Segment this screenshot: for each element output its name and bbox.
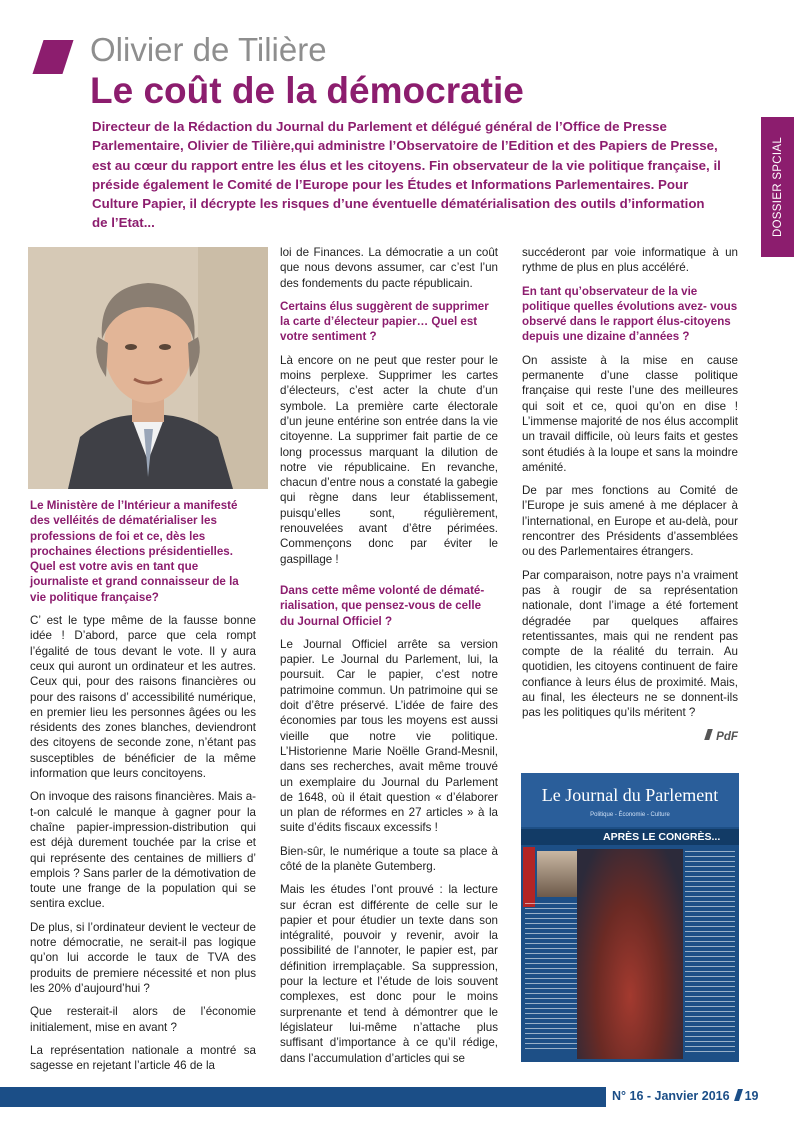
interview-question: En tant qu’observateur de la vie politique quelles évolutions avez- vous observé dans le rapport élus-citoyens depuis une dizaine d’années ? [522, 284, 738, 344]
paragraph: succéderont par voie informatique à un rythme de plus en plus accéléré. [522, 246, 738, 275]
section-tab [761, 117, 794, 257]
paragraph: C’ est le type même de la fausse bonne idée ! D’abord, parce que cela rompt l’égalité de tous devant le vote. Il y aura ceux qui auront un ordinateur et les autres. Ceux qui, pour des raisons financières ou pour des raisons d’ accessibilité numérique, en premier lieu les personnes âgées ou les résidents des zones blanches, deviendront des citoyens de seconde zone, n’étant pas susceptibles de bénéficier de la même information que leurs concitoyens. [30, 614, 256, 781]
cover-text-lines-right [685, 851, 735, 1056]
paragraph: Mais les études l’ont prouvé : la lecture sur écran est différente de celle sur le papier et pour étudier un texte dans son intégralité, pouvoir y revenir, avoir la possibilité de l’annoter, le papier est, par définition irremplaçable. Sa suppression, pour la lecture et l’étude de lois souvent complexes, est donc pour le moins surprenante et tend à démontrer que le législateur lui-même n’attache plus suffisant d’importance à ce qu’il rédige, dans l’accumulation d’articles qui se [280, 883, 498, 1065]
column-3 [522, 245, 738, 744]
issue-label: N° 16 - Janvier 2016 [612, 1089, 730, 1103]
paragraph: Que resterait-il alors de l’économie initialement, mise en avant ? [30, 1005, 256, 1034]
cover-masthead-text: Le Journal du Parlement [541, 785, 719, 805]
paragraph: On assiste à la mise en cause permanente d’une classe politique française qui reste l’une des meilleures qui soit et ce, quoi qu’on en dise ! L’immense majorité de nos élus accomplit un travail difficile, où leurs faits et gestes sont étudiés à la loupe et sans la moindre aménité. [522, 353, 738, 474]
paragraph: Bien-sûr, le numérique a toute sa place à côté de la planète Gutemberg. [280, 844, 498, 873]
column-1 [30, 498, 256, 1081]
paragraph: Par comparaison, notre pays n’a vraiment pas à rougir de sa représentation nationale, dont l’image a été fortement dégradée par quelques affaires retentissantes, mais qui ne rendent pas compte de la réalité du terrain. Au quotidien, les citoyens continuent de faire confiance à leurs élus de proximité. Mais, au final, les électeurs ne se donnent-ils pas les politiques qu’ils méritent ? [522, 568, 738, 720]
cover-chamber-photo [577, 849, 683, 1059]
section-tab-label: DOSSIER SPCIAL [771, 136, 784, 238]
portrait-illustration [28, 247, 268, 489]
paragraph: De par mes fonctions au Comité de l’Europe je suis amené à me déplacer à l’international, en Europe et au-delà, pour rencontrer des Présidents d’assemblées ou des Parlementaires étrangers. [522, 484, 738, 559]
article-lead: Directeur de la Rédaction du Journal du Parlement et délégué général de l’Office de Presse Parlementaire, Olivier de Tilière,qui administre l’Observatoire de l’Edition et des Papiers de Presse, est au cœur du rapport entre les élus et les citoyens. Fin observateur de la vie politique française, il préside également le Comité de l’Europe pour les Études et Informations Parlementaires. Pour Culture Papier, il décrypte les risques d’une éventuelle dématérialisation des outils d’information de l’Etat... [92, 119, 721, 231]
cover-edito-strip [523, 847, 535, 907]
interview-question: Dans cette même volonté de dématé-rialisation, que pensez-vous de celle du Journal Officiel ? [280, 583, 485, 628]
author-photo [28, 247, 268, 489]
paragraph: De plus, si l’ordinateur devient le vecteur de notre démocratie, ne serait-il pas logique qu’on lui accorde le taux de TVA des produits de premiere nécessité et non plus les 20% d’aujourd’hui ? [30, 920, 256, 995]
footer-bar [0, 1087, 606, 1107]
cover-headline: APRÈS LE CONGRÈS... [603, 831, 721, 843]
paragraph: loi de Finances. La démocratie a un coût que nous devons assumer, car c’est l’un des fondements du pacte républicain. [280, 246, 498, 290]
article-title: Le coût de la démocratie [90, 70, 524, 111]
signature-text: PdF [716, 729, 738, 743]
column-2 [280, 245, 498, 1074]
interview-question: Certains élus suggèrent de supprimer la carte d’électeur papier… Quel est votre sentiment ? [280, 299, 489, 344]
signature-mark [704, 729, 713, 740]
author-name: Olivier de Tilière [90, 31, 327, 68]
paragraph: La représentation nationale a montré sa sagesse en rejetant l’article 46 de la [30, 1043, 256, 1073]
footer-separator [734, 1089, 743, 1101]
page-number: 19 [744, 1089, 759, 1103]
cover-text-lines-left [525, 903, 577, 1053]
cover-masthead [521, 773, 739, 827]
paragraph: Le Journal Officiel arrête sa version papier. Le Journal du Parlement, lui, la poursuit. Car le papier, c’est notre patrimoine commun. Un patrimoine qui se doit d’être préservé. L’idée de faire des économies par tous les moyens est aussi vieille que notre vie politique. L’Historienne Marie Noëlle Grand-Mesnil, dans ses recherches, avait même trouvé un exemplaire du Journal du Parlement de 1648, où il était question « d’élaborer un plan de réformes en 27 articles » à la suite d’édits fiscaux excessifs ! [280, 637, 498, 835]
interview-question: Le Ministère de l’Intérieur a manifesté des velléités de dématérialiser les professions de foi et ce, dès les prochaines élections présidentielles. Quel est votre avis en tant que journaliste et grand connaisseur de la vie politique française? [30, 499, 239, 604]
cover-portrait [537, 851, 579, 897]
paragraph: On invoque des raisons financières. Mais a-t-on calculé le manque à gagner pour la chaîne papier-impression-distribution qui est déjà durement touchée par la crise et qui représente des centaines de milliers d’ emplois ? Sans parler de la démotivation de toute une frange de la population qui se sentira exclue. [30, 790, 256, 911]
paragraph: Là encore on ne peut que rester pour le moins perplexe. Supprimer les cartes d’électeurs, c’est acter la chute d’un symbole. La première carte électorale d’un jeune entérine son entrée dans la vie citoyenne. La supprimer fait partie de ce long processus marquant la dilution de notre vie républicaine. En revanche, chacun d’entre nous a constaté la gabegie qui règne dans leur établissement, puisqu’elles sont, régulièrement, renouvelées avant d’être périmées. Commençons donc par éviter le gaspillage ! [280, 353, 498, 566]
signature [522, 729, 738, 744]
title-accent-mark [32, 40, 73, 74]
footer [612, 1089, 758, 1103]
cover-tagline: Politique - Économie - Culture [590, 812, 670, 818]
magazine-cover-image [521, 773, 739, 1062]
